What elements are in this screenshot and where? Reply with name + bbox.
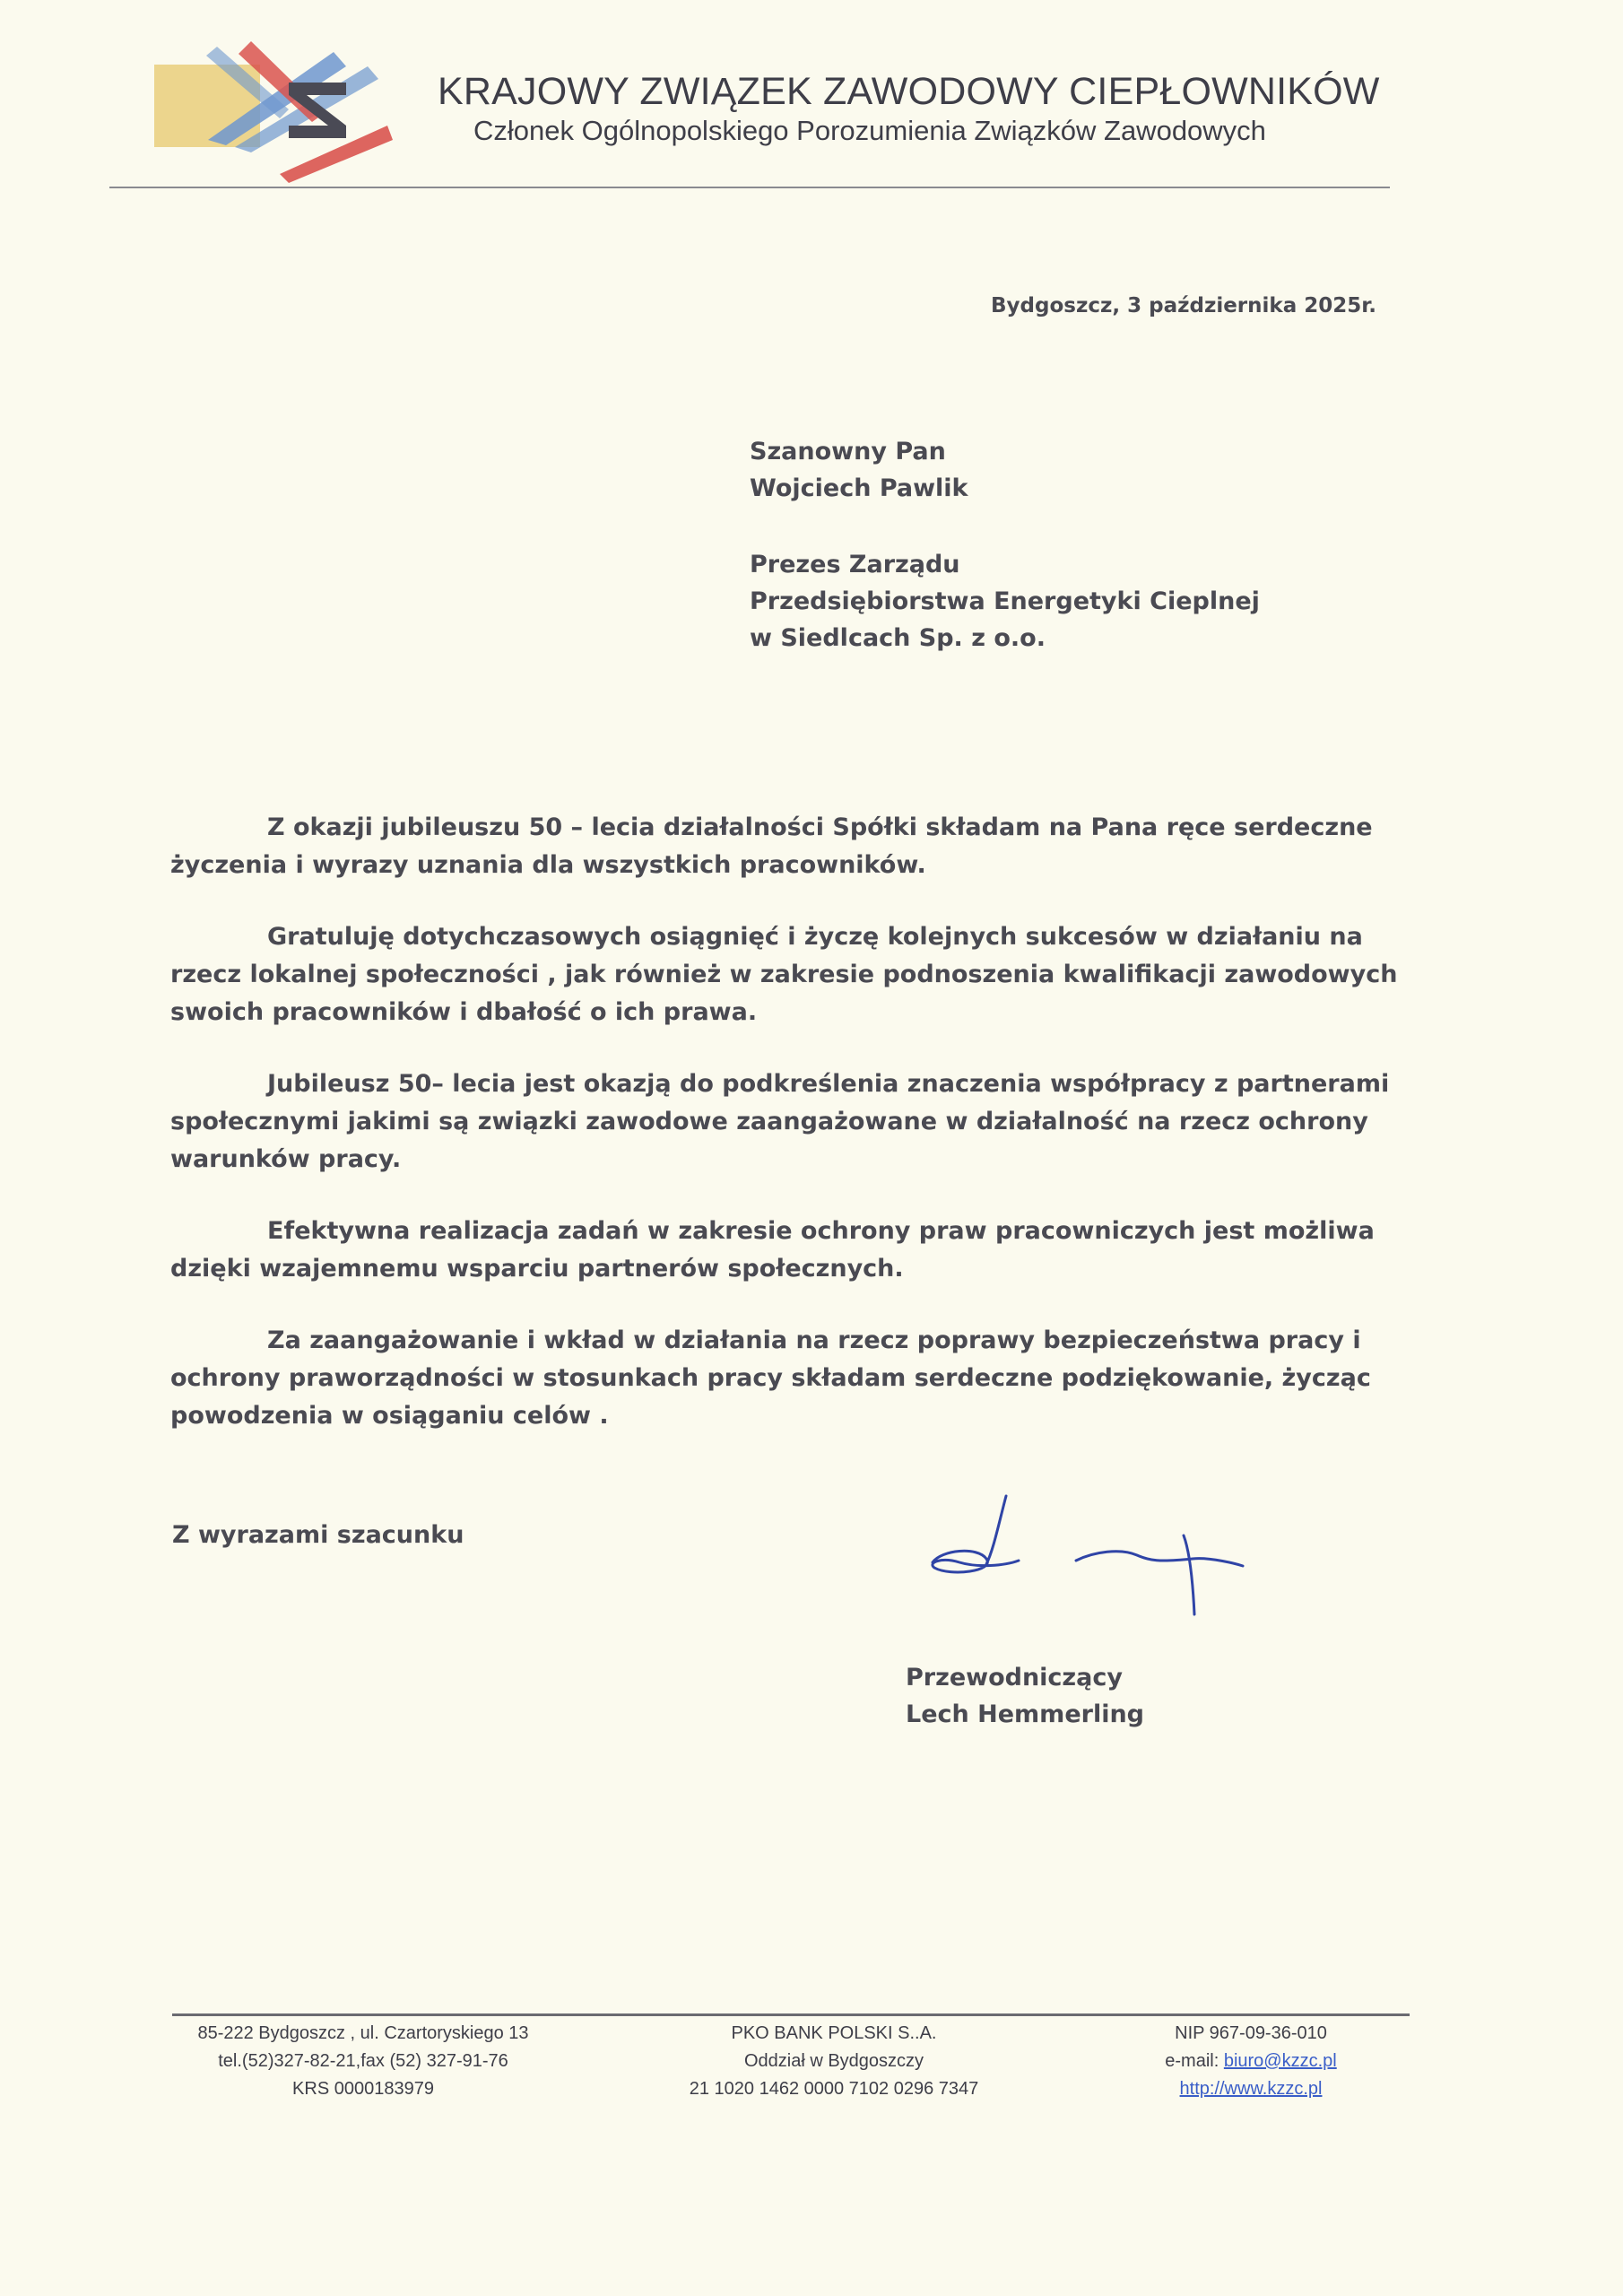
body-paragraph: Jubileusz 50– lecia jest okazją do podkreślenia znaczenia współpracy z partnerami społecznymi jakimi są związki zawodowe zaangażowane w działalność na rzecz ochrony warunków pracy. <box>170 1070 1390 1173</box>
body-paragraph: Gratuluję dotychczasowych osiągnięć i życzę kolejnych sukcesów w działaniu na rzecz lokalnej społeczności , jak również w zakresie podnoszenia kwalifikacji zawodowych swoich pracowników i dbałość o ich prawa. <box>170 923 1398 1026</box>
signer-title: Przewodniczący <box>906 1664 1123 1692</box>
footer-email-row <box>1089 2048 1412 2075</box>
letter-date: Bydgoszcz, 3 października 2025r. <box>991 294 1377 317</box>
body-paragraph: Efektywna realizacja zadań w zakresie ochrony praw pracowniczych jest możliwa dzięki wzajemnemu wsparciu partnerów społecznych. <box>170 1217 1375 1283</box>
recipient-company-block <box>750 546 1260 657</box>
footer-bank-account: 21 1020 1462 0000 7102 0296 7347 <box>689 2079 979 2099</box>
footer-divider <box>172 2013 1410 2016</box>
footer-bank-name: PKO BANK POLSKI S..A. <box>731 2023 937 2043</box>
recipient-company-line1: Przedsiębiorstwa Energetyki Cieplnej <box>750 587 1260 615</box>
footer-phone-line: tel.(52)327-82-21,fax (52) 327-91-76 <box>218 2051 508 2071</box>
footer-contact <box>1089 2020 1412 2103</box>
recipient-company-line2: w Siedlcach Sp. z o.o. <box>750 624 1046 652</box>
handwritten-signature <box>924 1487 1246 1622</box>
recipient-name: Wojciech Pawlik <box>750 474 968 502</box>
footer-bank <box>646 2020 1022 2103</box>
footer-website-link[interactable]: http://www.kzzc.pl <box>1179 2079 1323 2099</box>
signer-name: Lech Hemmerling <box>906 1700 1145 1728</box>
body-paragraph: Z okazji jubileuszu 50 – lecia działalności Spółki składam na Pana ręce serdeczne życzenia i wyrazy uznania dla wszystkich pracowników. <box>170 813 1373 879</box>
signer-block <box>906 1659 1144 1733</box>
header-divider <box>109 187 1390 188</box>
kzzc-logo <box>154 39 396 183</box>
body-paragraph: Za zaangażowanie i wkład w działania na rzecz poprawy bezpieczeństwa pracy i ochrony praworządności w stosunkach pracy składam serdeczne podziękowanie, życząc powodzenia w osiąganiu celów . <box>170 1326 1371 1430</box>
footer-nip: NIP 967-09-36-010 <box>1175 2023 1327 2043</box>
closing-phrase: Z wyrazami szacunku <box>172 1521 464 1549</box>
footer-address <box>175 2020 551 2103</box>
footer-email-link[interactable]: biuro@kzzc.pl <box>1223 2051 1337 2071</box>
organization-name: KRAJOWY ZWIĄZEK ZAWODOWY CIEPŁOWNIKÓW <box>438 70 1380 113</box>
footer-bank-branch: Oddział w Bydgoszczy <box>743 2051 924 2071</box>
letter-body <box>170 809 1408 1469</box>
recipient-position: Prezes Zarządu <box>750 551 960 578</box>
recipient-block <box>750 433 968 507</box>
footer-address-line: 85-222 Bydgoszcz , ul. Czartoryskiego 13 <box>197 2023 529 2043</box>
organization-subtitle: Członek Ogólnopolskiego Porozumienia Związków Zawodowych <box>473 115 1266 146</box>
footer-krs: KRS 0000183979 <box>292 2079 434 2099</box>
recipient-salutation: Szanowny Pan <box>750 438 946 465</box>
footer-email-label: e-mail: <box>1165 2051 1224 2071</box>
